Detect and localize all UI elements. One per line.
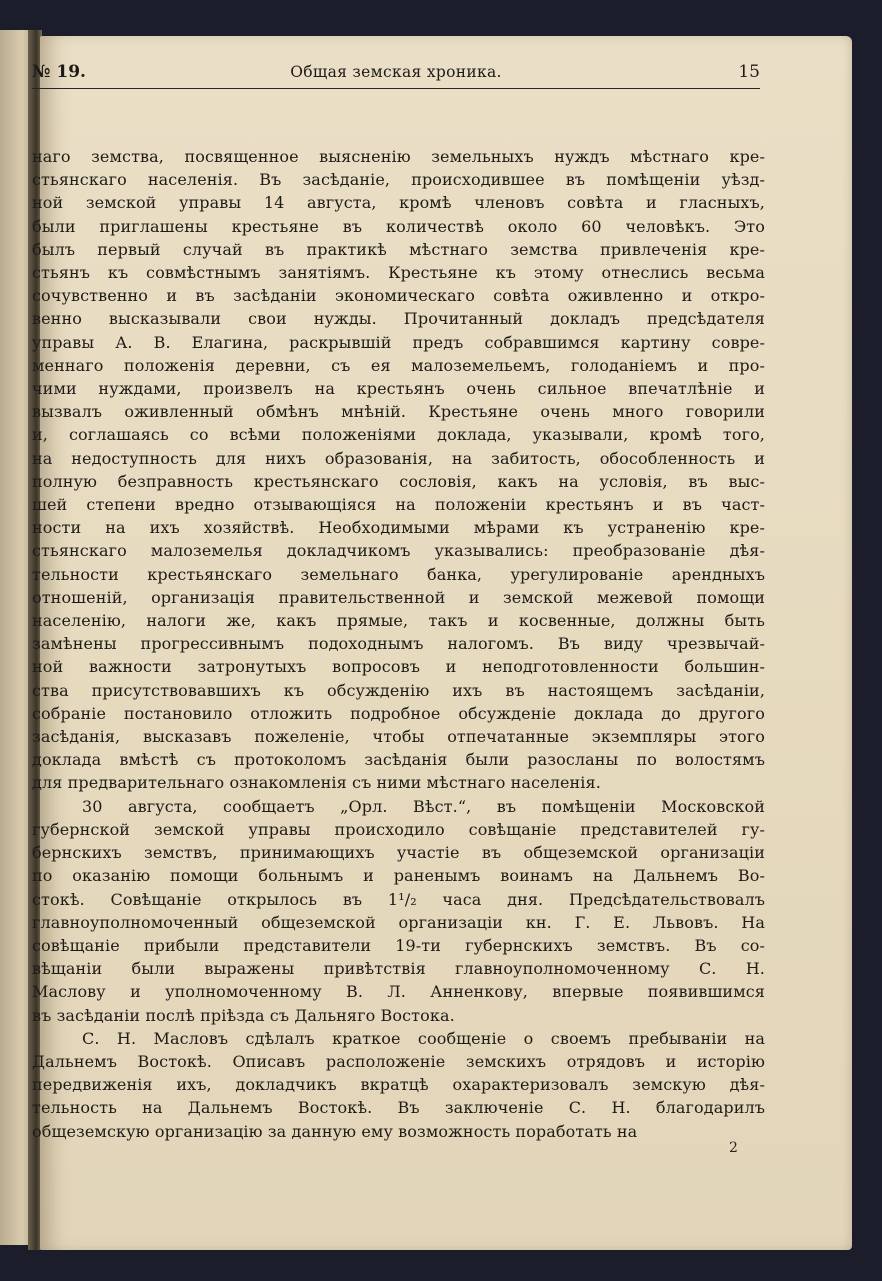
paragraph (32, 145, 765, 795)
text-line: главноуполномоченный общеземской организаціи кн. Г. Е. Львовъ. На (32, 912, 765, 932)
text-line: ства присутствовавшихъ къ обсужденію ихъ въ настоящемъ засѣданіи, (32, 680, 765, 700)
text-line: ной важности затронутыхъ вопросовъ и неподготовленности большин- (32, 657, 765, 677)
running-header (32, 62, 760, 89)
text-line: тельности крестьянскаго земельнаго банка, урегулированіе арендныхъ (32, 564, 765, 584)
text-line: для предварительнаго ознакомленія съ ними мѣстнаго населенія. (32, 773, 601, 793)
text-line: ной земской управы 14 августа, кромѣ членовъ совѣта и гласныхъ, (32, 193, 765, 213)
text-line: и, соглашаясь со всѣми положеніями доклада, указывали, кромѣ того, (32, 425, 765, 445)
text-line: общеземскую организацію за данную ему возможность поработать на (32, 1121, 638, 1141)
text-line: былъ первый случай въ практикѣ мѣстнаго земства привлеченія кре- (32, 239, 765, 259)
text-line: стьянъ къ совмѣстнымъ занятіямъ. Крестьяне къ этому отнеслись весьма (32, 263, 765, 283)
text-line: стьянскаго малоземелья докладчикомъ указывались: преобразованіе дѣя- (32, 541, 765, 561)
text-line: совѣщаніе прибыли представители 19-ти губернскихъ земствъ. Въ со- (32, 935, 765, 955)
text-line: бернскихъ земствъ, принимающихъ участіе въ общеземской организаціи (32, 843, 765, 863)
text-line: на недоступность для нихъ образованія, на забитость, обособленность и (32, 448, 765, 468)
page-number: 15 (738, 62, 760, 82)
text-line: населенію, налоги же, какъ прямые, такъ и косвенные, должны быть (32, 611, 765, 631)
text-line: губернской земской управы происходило совѣщаніе представителей гу- (32, 819, 765, 839)
text-line: стьянскаго населенія. Въ засѣданіе, происходившее въ помѣщеніи уѣзд- (32, 170, 765, 190)
issue-number: № 19. (32, 62, 86, 82)
text-line: чими нуждами, произвелъ на крестьянъ очень сильное впечатлѣніе и (32, 379, 765, 399)
text-line: венно высказывали свои нужды. Прочитанный докладъ предсѣдателя (32, 309, 765, 329)
text-line: вызвалъ оживленный обмѣнъ мнѣній. Крестьяне очень много говорили (32, 402, 765, 422)
text-line: были приглашены крестьяне въ количествѣ около 60 человѣкъ. Это (32, 216, 765, 236)
article-body (32, 145, 765, 1143)
text-line: сочувственно и въ засѣданіи экономическаго совѣта оживленно и откро- (32, 286, 765, 306)
text-line: въ засѣданіи послѣ пріѣзда съ Дальняго Востока. (32, 1005, 455, 1025)
text-line: засѣданія, высказавъ пожеленіе, чтобы отпечатанные экземпляры этого (32, 727, 765, 747)
text-line: Маслову и уполномоченному В. Л. Анненкову, впервые появившимся (32, 982, 765, 1002)
text-line: по оказанію помощи больнымъ и раненымъ воинамъ на Дальнемъ Во- (32, 866, 765, 886)
text-line: полную безправность крестьянскаго сословія, какъ на условія, въ выс- (32, 471, 765, 491)
text-line: вѣщаніи были выражены привѣтствія главноуполномоченному С. Н. (32, 959, 765, 979)
paragraph (32, 1027, 765, 1143)
signature-mark: 2 (729, 1140, 738, 1156)
text-line: меннаго положенія деревни, съ ея малоземельемъ, голоданіемъ и про- (32, 355, 765, 375)
text-line: 30 августа, сообщаетъ „Орл. Вѣст.“, въ помѣщеніи Московской (82, 796, 765, 816)
text-line: замѣнены прогрессивнымъ подоходнымъ налогомъ. Въ виду чрезвычай- (32, 634, 765, 654)
text-line: С. Н. Масловъ сдѣлалъ краткое сообщеніе о своемъ пребываніи на (82, 1028, 765, 1048)
text-line: передвиженія ихъ, докладчикъ вкратцѣ охарактеризовалъ земскую дѣя- (32, 1075, 765, 1095)
text-line: отношеній, организація правительственной и земской межевой помощи (32, 587, 765, 607)
text-line: доклада вмѣстѣ съ протоколомъ засѣданія были разосланы по волостямъ (32, 750, 765, 770)
text-line: шей степени вредно отзывающіяся на положеніи крестьянъ и въ част- (32, 495, 765, 515)
text-line: ности на ихъ хозяйствѣ. Необходимыми мѣрами къ устраненію кре- (32, 518, 765, 538)
section-title: Общая земская хроника. (290, 63, 502, 81)
text-line: собраніе постановило отложить подробное обсужденіе доклада до другого (32, 703, 765, 723)
text-line: Дальнемъ Востокѣ. Описавъ расположеніе земскихъ отрядовъ и исторію (32, 1051, 765, 1071)
text-line: стокѣ. Совѣщаніе открылось въ 1¹/₂ часа дня. Предсѣдательствовалъ (32, 889, 765, 909)
text-line: управы А. В. Елагина, раскрывшій предъ собравшимся картину совре- (32, 332, 765, 352)
text-line: наго земства, посвященное выясненію земельныхъ нуждъ мѣстнаго кре- (32, 147, 765, 166)
text-line: тельность на Дальнемъ Востокѣ. Въ заключеніе С. Н. благодарилъ (32, 1098, 765, 1118)
paragraph (32, 795, 765, 1027)
